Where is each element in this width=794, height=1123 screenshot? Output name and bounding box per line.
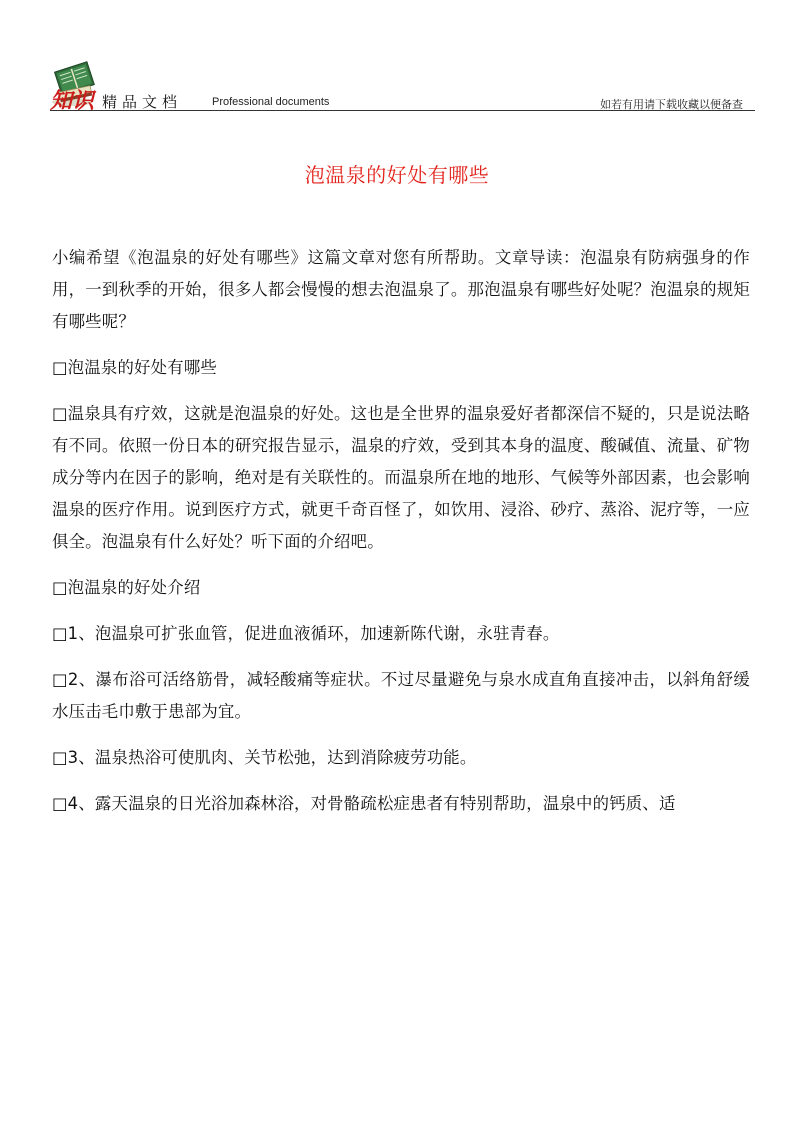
brand-title: 精品文档 <box>102 93 183 111</box>
paragraph-item-1: □1、泡温泉可扩张血管，促进血液循环，加速新陈代谢，永驻青春。 <box>52 624 560 643</box>
paragraph-intro: 小编希望《泡温泉的好处有哪些》这篇文章对您有所帮助。文章导读：泡温泉有防病强身的作用，一到秋季的开始，很多人都会慢慢的想去泡温泉了。那泡温泉有哪些好处呢？泡温泉的规矩有哪些呢？ <box>52 248 750 331</box>
page-header <box>50 52 755 112</box>
paragraph-heading-benefits: □泡温泉的好处有哪些 <box>52 358 218 377</box>
paragraph-effects: □温泉具有疗效，这就是泡温泉的好处。这也是全世界的温泉爱好者都深信不疑的，只是说法略有不同。依照一份日本的研究报告显示，温泉的疗效，受到其本身的温度、酸碱值、流量、矿物成分等内在因子的影响，绝对是有关联性的。而温泉所在地的地形、气候等外部因素，也会影响温泉的医疗作用。说到医疗方式，就更千奇百怪了，如饮用、浸浴、砂疗、蒸浴、泥疗等，一应俱全。泡温泉有什么好处？听下面的介绍吧。 <box>52 404 750 551</box>
header-divider <box>50 110 755 111</box>
logo-lettering: 知识 <box>50 88 95 110</box>
paragraph-item-2: □2、瀑布浴可活络筋骨，减轻酸痛等症状。不过尽量避免与泉水成直角直接冲击，以斜角舒缓水压击毛巾敷于患部为宜。 <box>52 670 750 721</box>
header-note: 如若有用请下载收藏以便备查 <box>600 98 743 111</box>
paragraph-item-3: □3、温泉热浴可使肌肉、关节松弛，达到消除疲劳功能。 <box>52 748 477 767</box>
paragraph-heading-introduction: □泡温泉的好处介绍 <box>52 578 201 597</box>
brand-subtitle: Professional documents <box>212 96 330 108</box>
document-body <box>52 242 750 834</box>
paragraph-item-4: □4、露天温泉的日光浴加森林浴，对骨骼疏松症患者有特别帮助，温泉中的钙质、适 <box>52 794 676 813</box>
document-title: 泡温泉的好处有哪些 <box>304 163 490 187</box>
